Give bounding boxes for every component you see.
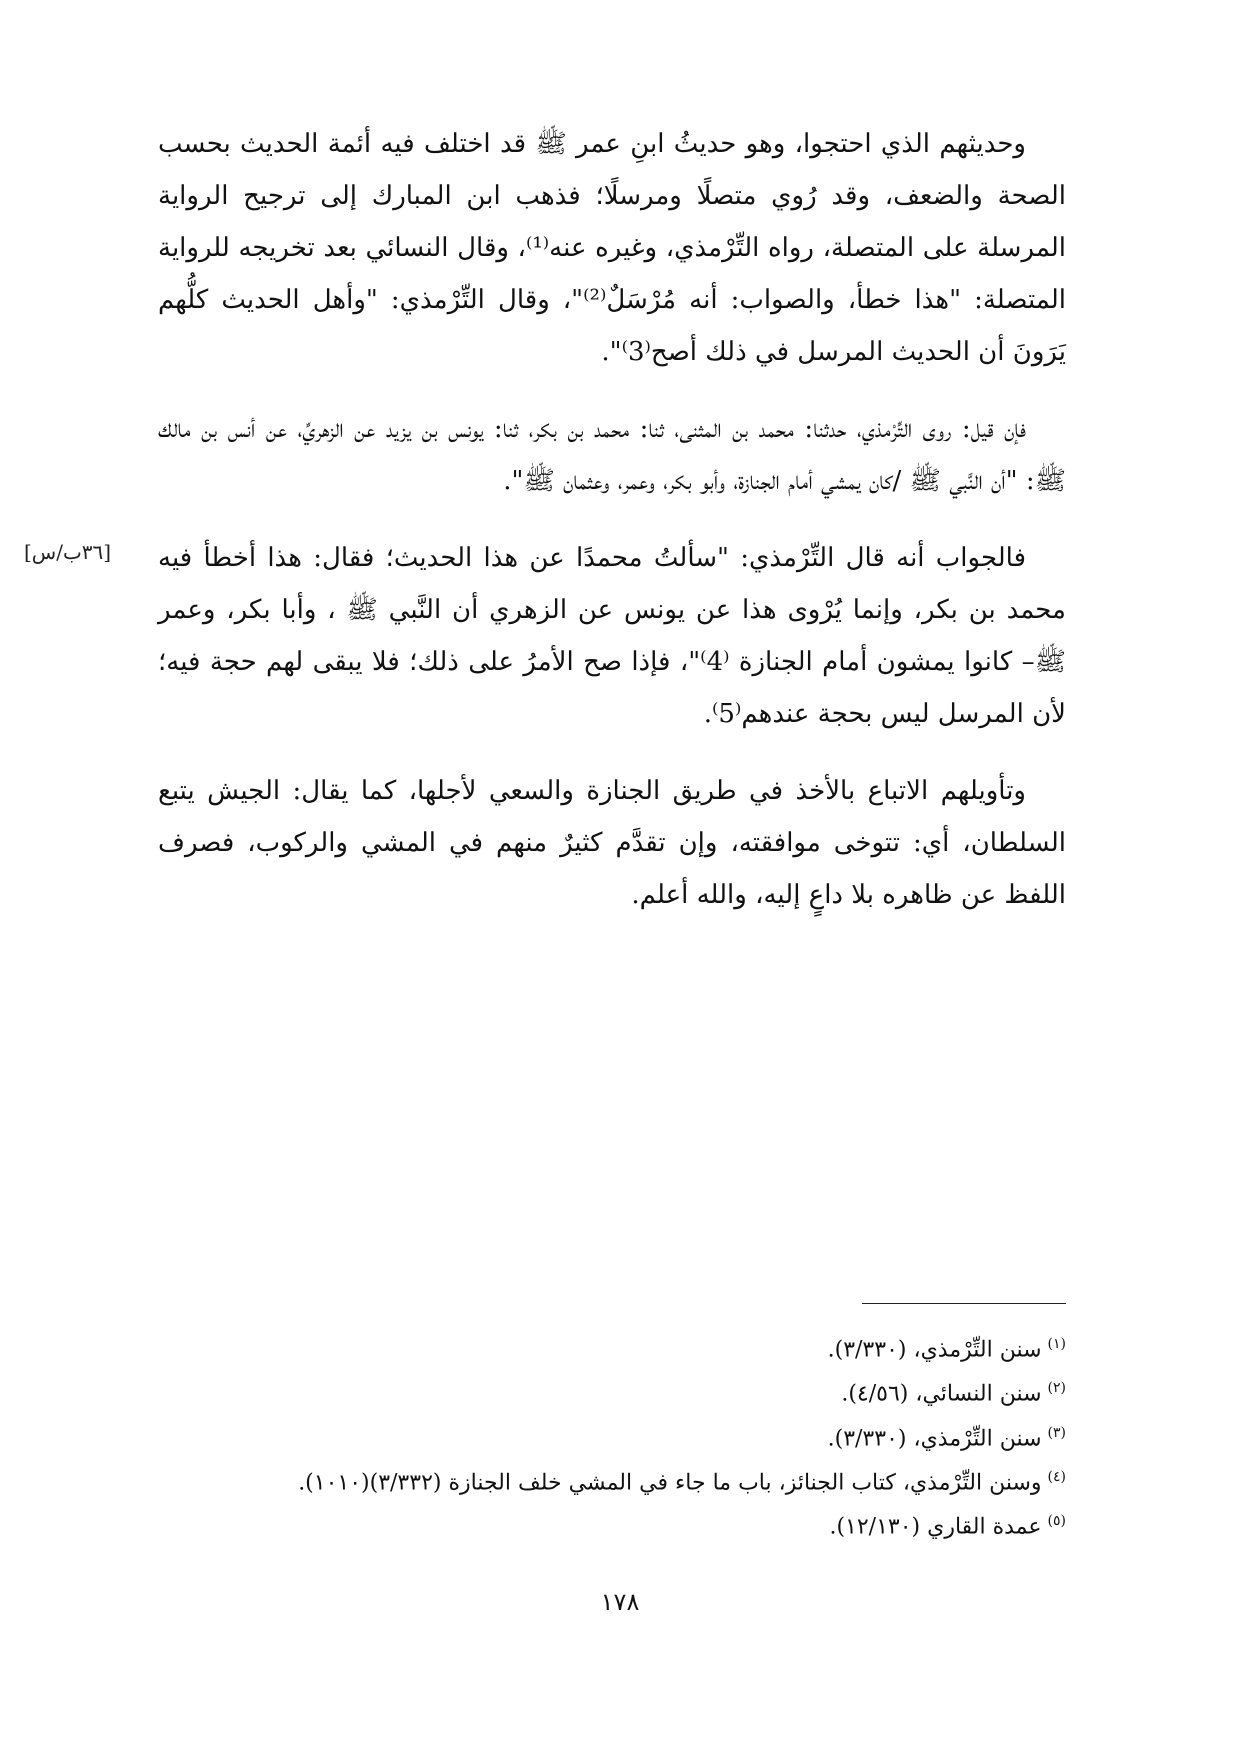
footnote-4 xyxy=(158,1458,1066,1502)
paragraph-2: فإن قيل: روى التِّرْمذي، حدثنا: محمد بن المثنى، ثنا: محمد بن بكر، ثنا: يونس بن يزيد عن الزهريِّ، عن أنس بن مالك ﷺ: "أن النَّبي ﷺ /كان يمشي أمام الجنازة، وأبو بكر، وعمر، وعثمان ﷺ". xyxy=(158,414,1066,496)
footnote-3 xyxy=(158,1414,1066,1458)
footnote-1 xyxy=(158,1325,1066,1369)
page-number: ١٧٨ xyxy=(600,1588,640,1616)
footnote-number: (٥) xyxy=(1047,1513,1066,1530)
footnote-5 xyxy=(158,1502,1066,1546)
footnote-number: (٤) xyxy=(1047,1468,1066,1485)
footnote-number: (١) xyxy=(1047,1336,1066,1352)
footnotes xyxy=(158,1325,1066,1547)
paragraph-3: فالجواب أنه قال التِّرْمذي: "سألتُ محمدًا عن هذا الحديث؛ فقال: هذا أخطأ فيه محمد بن بكر، وإنما يُرْوى هذا عن يونس عن الزهري أن النَّبي ﷺ ، وأبا بكر، وعمر ﷺ– كانوا يمشون أمام الجنازة ⁽4⁾"، فإذا صح الأمرُ على ذلك؛ فلا يبقى لهم حجة فيه؛ لأن المرسل ليس بحجة عندهم⁽5⁾. xyxy=(158,543,1066,729)
footnote-text: سنن التِّرْمذي، (٣/٣٣٠). xyxy=(827,1425,1042,1451)
paragraph-1: وحديثهم الذي احتجوا، وهو حديثُ ابنِ عمر ﷺ قد اختلف فيه أئمة الحديث بحسب الصحة والضعف، وقد رُوي متصلًا ومرسلًا؛ فذهب ابن المبارك إلى ترجيح الرواية المرسلة على المتصلة، رواه التِّرْمذي، وغيره عنه⁽¹⁾، وقال النسائي بعد تخريجه للرواية المتصلة: "هذا خطأ، والصواب: أنه مُرْسَلٌ⁽²⁾"، وقال التِّرْمذي: "وأهل الحديث كلُّهم يَرَونَ أن الحديث المرسل في ذلك أصح⁽3⁾". xyxy=(158,129,1066,367)
manuscript-folio-note: [٣٦ب/س] xyxy=(24,540,112,564)
footnote-number: (٢) xyxy=(1047,1380,1066,1397)
footnote-text: وسنن التِّرْمذي، كتاب الجنائز، باب ما جاء في المشي خلف الجنازة (٣/٣٣٢)(١٠١٠). xyxy=(298,1470,1042,1496)
footnote-text: سنن النسائي، (٤/٥٦). xyxy=(841,1381,1042,1407)
footnote-2 xyxy=(158,1369,1066,1413)
paragraph-4: وتأويلهم الاتباع بالأخذ في طريق الجنازة والسعي لأجلها، كما يقال: الجيش يتبع السلطان، أي: تتوخى موافقته، وإن تقدَّم كثيرٌ منهم في المشي والركوب، فصرف اللفظ عن ظاهره بلا داعٍ إليه، والله أعلم. xyxy=(158,776,1066,910)
footnote-number: (٣) xyxy=(1047,1424,1066,1441)
footnote-divider xyxy=(862,1303,1066,1304)
footnote-text: عمدة القاري (١٢/١٣٠). xyxy=(829,1514,1042,1540)
main-text xyxy=(158,118,1066,946)
footnote-text: سنن التِّرْمذي، (٣/٣٣٠). xyxy=(827,1337,1042,1363)
